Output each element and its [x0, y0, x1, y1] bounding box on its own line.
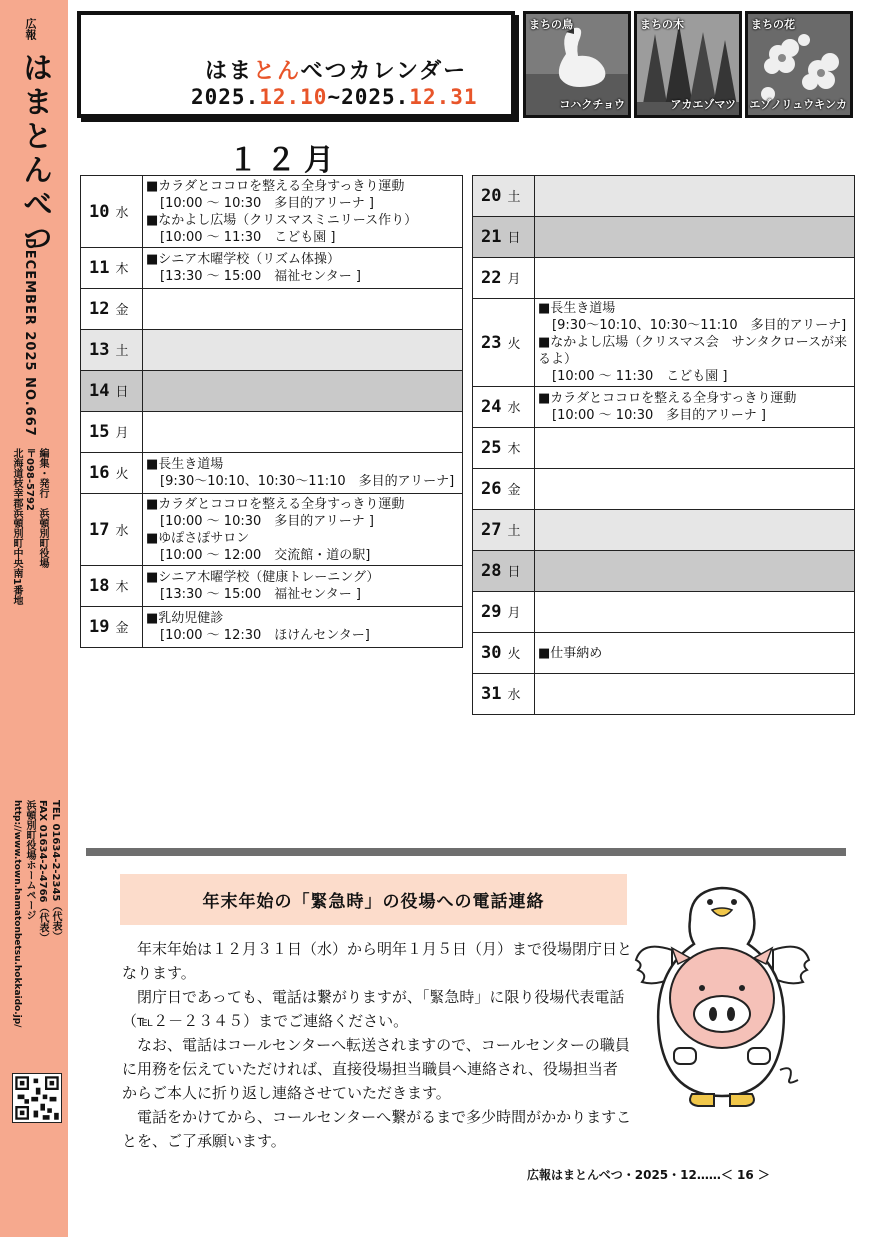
day-of-week: 月 [115, 426, 129, 441]
day-number: 27 [481, 520, 502, 540]
event-item [146, 178, 459, 212]
calendar-row [81, 412, 463, 453]
qr-code-icon [13, 1074, 61, 1122]
event-cell [535, 217, 855, 258]
day-of-week: 火 [115, 467, 129, 482]
event-cell [143, 371, 463, 412]
day-cell [81, 566, 143, 607]
day-of-week: 金 [507, 483, 521, 498]
photo-town-flower [745, 11, 853, 118]
day-cell [81, 494, 143, 566]
event-item [146, 251, 459, 285]
event-cell [143, 176, 463, 248]
day-number: 19 [89, 617, 110, 637]
event-item [146, 496, 459, 530]
day-cell [81, 412, 143, 453]
day-of-week: 土 [115, 344, 129, 359]
day-of-week: 木 [115, 262, 129, 277]
day-cell [81, 330, 143, 371]
event-detail: [10:00 ～ 10:30 多目的アリーナ ] [160, 513, 374, 529]
photo-label: まちの木 [640, 18, 684, 31]
day-number: 18 [89, 576, 110, 596]
sidebar-title: はまとんべつ [17, 52, 52, 256]
day-number: 21 [481, 227, 502, 247]
sidebar-postal: 〒098-5792 [24, 448, 35, 511]
event-cell [535, 428, 855, 469]
event-cell [535, 258, 855, 299]
event-item [538, 645, 851, 662]
sidebar-web-label: 浜頓別町役場ホームページ [24, 800, 35, 920]
day-cell [473, 510, 535, 551]
event-title: ■長生き道場 [538, 301, 616, 316]
day-cell [81, 289, 143, 330]
day-cell [473, 387, 535, 428]
day-of-week: 土 [507, 190, 521, 205]
event-item [146, 530, 459, 564]
calendar-row [473, 299, 855, 387]
event-item [538, 334, 851, 385]
day-number: 15 [89, 422, 110, 442]
day-number: 14 [89, 381, 110, 401]
event-detail: [9:30～10:10、10:30～11:10 多目的アリーナ] [160, 474, 455, 489]
event-cell [143, 289, 463, 330]
event-title: ■カラダとココロを整える全身すっきり運動 [146, 178, 405, 194]
calendar-row [81, 248, 463, 289]
calendar-row [473, 428, 855, 469]
calendar-row [473, 633, 855, 674]
day-cell [473, 176, 535, 217]
notice-paragraph: 年末年始は１２月３１日（水）から明年１月５日（月）まで役場閉庁日となります。 [122, 940, 633, 982]
event-cell [535, 387, 855, 428]
event-title: ■なかよし広場（クリスマスミニリース作り） [146, 212, 418, 228]
event-title: ■長生き道場 [146, 457, 224, 472]
day-number: 24 [481, 397, 502, 417]
day-of-week: 水 [115, 205, 129, 221]
day-of-week: 木 [507, 442, 521, 457]
day-number: 11 [89, 258, 110, 278]
event-detail: [9:30～10:10、10:30～11:10 多目的アリーナ] [552, 318, 847, 333]
day-of-week: 火 [507, 647, 521, 662]
calendar-row [81, 330, 463, 371]
event-title: ■カラダとココロを整える全身すっきり運動 [538, 391, 797, 406]
photo-town-tree [634, 11, 742, 118]
event-cell [143, 248, 463, 289]
calendar-row [81, 289, 463, 330]
event-title: ■カラダとココロを整える全身すっきり運動 [146, 496, 405, 512]
calendar-body-right [473, 176, 855, 715]
day-of-week: 金 [115, 303, 129, 318]
calendar-row [81, 566, 463, 607]
event-detail: [13:30 ～ 15:00 福祉センター ] [160, 269, 361, 284]
event-detail: [10:00 ～ 11:30 こども園 ] [552, 369, 728, 384]
event-detail: [10:00 ～ 10:30 多目的アリーナ ] [552, 408, 766, 423]
day-number: 29 [481, 602, 502, 622]
calendar-table-right [472, 175, 855, 715]
title-part-2: べつカレンダー [300, 59, 468, 84]
event-cell [143, 330, 463, 371]
event-cell [143, 453, 463, 494]
sidebar-band [0, 0, 68, 1237]
day-cell [473, 551, 535, 592]
calendar-row [81, 607, 463, 648]
day-number: 28 [481, 561, 502, 581]
event-cell [535, 592, 855, 633]
event-detail: [13:30 ～ 15:00 福祉センター ] [160, 587, 361, 602]
section-divider [86, 848, 846, 856]
day-of-week: 土 [507, 524, 521, 539]
day-cell [473, 592, 535, 633]
day-number: 30 [481, 643, 502, 663]
photo-label: まちの花 [751, 18, 795, 31]
day-of-week: 日 [507, 231, 521, 246]
day-number: 12 [89, 299, 110, 319]
calendar-row [473, 217, 855, 258]
calendar-row [473, 387, 855, 428]
photo-name: エゾノリュウキンカ [749, 98, 847, 111]
day-of-week: 月 [507, 272, 521, 287]
notice-paragraph: 閉庁日であっても、電話は繋がりますが、「緊急時」に限り役場代表電話（℡２－２３４５）までご連絡ください。 [122, 988, 625, 1030]
event-cell [143, 607, 463, 648]
event-item [146, 212, 459, 246]
event-item [146, 569, 459, 603]
photo-label: まちの鳥 [529, 18, 573, 31]
day-of-week: 月 [507, 606, 521, 621]
event-detail: [10:00 ～ 12:00 交流館・道の駅] [160, 547, 371, 563]
day-number: 31 [481, 684, 502, 704]
event-cell [535, 674, 855, 715]
sidebar-fax: FAX 01634-2-4766（代表） [37, 800, 48, 943]
range-start-md: 12.10 [259, 85, 328, 109]
sidebar-address: 北海道枝幸郡浜頓別町中央南1番地 [11, 448, 22, 605]
day-cell [81, 453, 143, 494]
range-part-2: ~2025. [327, 85, 410, 109]
event-title: ■シニア木曜学校（健康トレーニング） [146, 570, 380, 585]
calendar-header-box [77, 11, 515, 118]
range-end-md: 12.31 [409, 85, 478, 109]
day-cell [473, 428, 535, 469]
calendar-row [473, 674, 855, 715]
event-item [538, 390, 851, 424]
calendar-table-left [80, 175, 463, 648]
event-cell [535, 176, 855, 217]
event-cell [535, 510, 855, 551]
event-title: ■仕事納め [538, 645, 603, 661]
day-cell [473, 217, 535, 258]
event-cell [535, 633, 855, 674]
day-cell [473, 258, 535, 299]
event-cell [535, 551, 855, 592]
calendar-range [191, 85, 478, 109]
day-cell [473, 633, 535, 674]
day-of-week: 日 [115, 385, 129, 400]
day-of-week: 日 [507, 565, 521, 580]
day-cell [473, 469, 535, 510]
day-number: 25 [481, 438, 502, 458]
mascot-illustration-icon [630, 880, 815, 1125]
event-title: ■乳幼児健診 [146, 611, 224, 626]
calendar-row [473, 469, 855, 510]
calendar-row [81, 371, 463, 412]
notice-title: 年末年始の「緊急時」の役場への電話連絡 [120, 874, 627, 925]
day-of-week: 金 [115, 621, 129, 636]
range-part-1: 2025. [191, 85, 260, 109]
sidebar-publisher: 編集・発行 浜頓別町役場 [37, 448, 48, 568]
day-cell [473, 674, 535, 715]
day-cell [81, 176, 143, 248]
sidebar-label: 広報 [24, 18, 37, 40]
day-number: 10 [89, 201, 110, 222]
day-number: 16 [89, 463, 110, 483]
day-of-week: 水 [507, 401, 521, 416]
notice-body [122, 937, 632, 1153]
calendar-row [81, 176, 463, 248]
day-number: 20 [481, 186, 502, 206]
calendar-body-left [81, 176, 463, 648]
photo-name: アカエゾマツ [670, 98, 736, 111]
page-footer: 広報はまとんべつ・2025・12……＜ 16 ＞ [527, 1168, 770, 1182]
day-cell [473, 299, 535, 387]
calendar-row [473, 258, 855, 299]
calendar-row [473, 551, 855, 592]
sidebar-tel: TEL 01634-2-2345（代表） [50, 800, 61, 942]
notice-paragraph: なお、電話はコールセンターへ転送されますので、コールセンターの職員に用務を伝えていただければ、直接役場担当職員へ連絡され、役場担当者からご本人に折り返し連絡させていただきます。 [122, 1036, 630, 1102]
event-cell [535, 299, 855, 387]
calendar-title [205, 54, 467, 85]
day-number: 22 [481, 268, 502, 288]
day-of-week: 火 [507, 336, 521, 352]
event-cell [143, 566, 463, 607]
event-detail: [10:00 ～ 12:30 ほけんセンター] [160, 628, 370, 643]
event-title: ■シニア木曜学校（リズム体操） [146, 252, 341, 267]
day-of-week: 木 [115, 580, 129, 595]
photo-town-bird [523, 11, 631, 118]
sidebar-issue: DECEMBER 2025 NO.667 [22, 238, 37, 437]
calendar-row [473, 176, 855, 217]
photo-name: コハクチョウ [559, 98, 625, 111]
day-number: 23 [481, 332, 502, 353]
qr-code[interactable] [12, 1073, 62, 1123]
day-number: 17 [89, 519, 110, 540]
event-title: ■なかよし広場（クリスマス会 サンタクロースが来るよ） [538, 335, 847, 367]
notice-paragraph: 電話をかけてから、コールセンターへ繋がるまで多少時間がかかりますことを、ご了承願います。 [122, 1108, 632, 1150]
event-cell [143, 412, 463, 453]
event-item [538, 300, 851, 334]
event-item [146, 610, 459, 644]
calendar-row [81, 453, 463, 494]
title-part-1: はま [205, 59, 254, 84]
event-item [146, 456, 459, 490]
day-cell [81, 371, 143, 412]
day-cell [81, 607, 143, 648]
sidebar-url[interactable]: http://www.town.hamatonbetsu.hokkaido.jp/ [12, 800, 22, 1028]
event-detail: [10:00 ～ 10:30 多目的アリーナ ] [160, 195, 374, 211]
event-detail: [10:00 ～ 11:30 こども園 ] [160, 229, 336, 245]
day-number: 26 [481, 479, 502, 499]
month-heading: １２月 [228, 143, 342, 178]
calendar-row [473, 592, 855, 633]
event-title: ■ゆぽさぽサロン [146, 530, 250, 546]
event-cell [143, 494, 463, 566]
day-number: 13 [89, 340, 110, 360]
day-of-week: 水 [115, 523, 129, 539]
title-part-accent: とん [253, 59, 301, 84]
calendar-row [81, 494, 463, 566]
calendar-row [473, 510, 855, 551]
day-cell [81, 248, 143, 289]
day-of-week: 水 [507, 688, 521, 703]
event-cell [535, 469, 855, 510]
